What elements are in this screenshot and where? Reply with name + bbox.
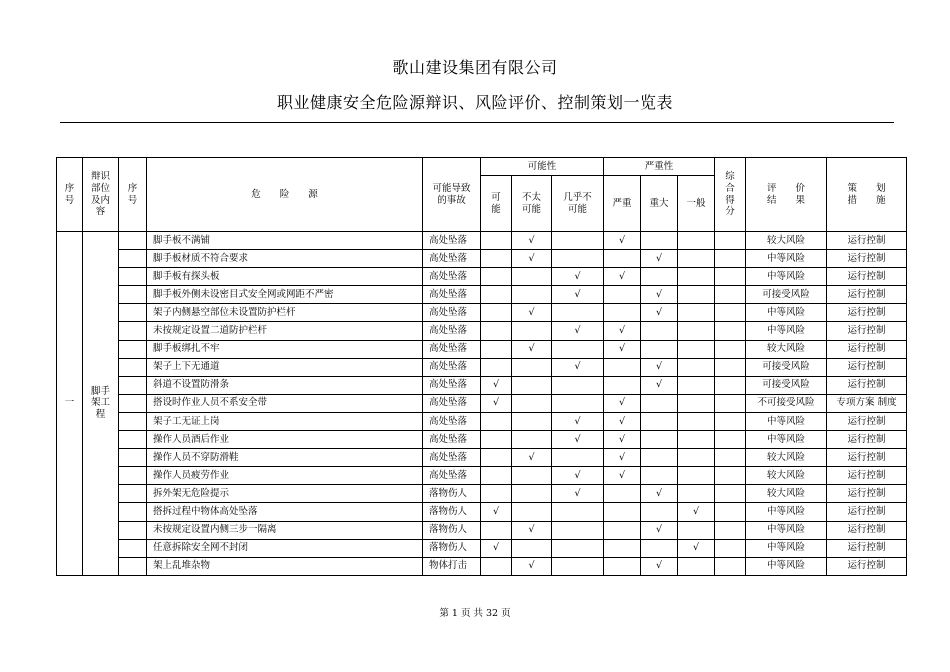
severity-cell — [641, 431, 678, 449]
score-cell — [715, 412, 746, 430]
accident-cell: 高处坠落 — [423, 449, 481, 467]
hazard-cell: 操作人员不穿防滑鞋 — [147, 449, 423, 467]
header-severity: 严重性 — [604, 158, 715, 176]
severity-cell — [641, 467, 678, 485]
severity-cell — [678, 232, 715, 250]
severity-cell: √ — [678, 539, 715, 557]
possibility-cell: √ — [481, 376, 512, 394]
accident-cell: 高处坠落 — [423, 304, 481, 322]
possibility-cell — [512, 412, 552, 430]
eval-cell: 中等风险 — [746, 557, 827, 575]
score-cell — [715, 250, 746, 268]
plan-cell: 运行控制 — [827, 286, 907, 304]
severity-cell — [604, 250, 641, 268]
severity-cell: √ — [604, 232, 641, 250]
plan-cell: 运行控制 — [827, 412, 907, 430]
document-title: 职业健康安全危险源辩识、风险评价、控制策划一览表 — [276, 93, 673, 112]
table-row — [57, 232, 907, 250]
severity-cell — [678, 268, 715, 286]
eval-cell: 不可接受风险 — [746, 394, 827, 412]
plan-cell: 运行控制 — [827, 539, 907, 557]
header-sev-serious: 严重 — [604, 176, 641, 232]
possibility-cell — [481, 250, 512, 268]
possibility-cell: √ — [481, 503, 512, 521]
severity-cell: √ — [604, 412, 641, 430]
table-row — [57, 268, 907, 286]
possibility-cell: √ — [552, 412, 604, 430]
severity-cell: √ — [641, 376, 678, 394]
possibility-cell — [512, 431, 552, 449]
severity-cell — [678, 376, 715, 394]
possibility-cell — [481, 412, 512, 430]
severity-cell: √ — [678, 503, 715, 521]
table-row — [57, 340, 907, 358]
subseq-cell — [119, 358, 147, 376]
table-row — [57, 521, 907, 539]
severity-cell — [678, 250, 715, 268]
hazard-cell: 脚手板外侧未设密目式安全网或网距不严密 — [147, 286, 423, 304]
possibility-cell: √ — [481, 394, 512, 412]
score-cell — [715, 557, 746, 575]
table-row — [57, 539, 907, 557]
possibility-cell — [481, 304, 512, 322]
plan-cell: 运行控制 — [827, 503, 907, 521]
header-poss-unlikely: 不太 可能 — [512, 176, 552, 232]
plan-cell: 运行控制 — [827, 250, 907, 268]
severity-cell — [641, 539, 678, 557]
severity-cell — [678, 412, 715, 430]
possibility-cell — [552, 394, 604, 412]
severity-cell — [678, 557, 715, 575]
possibility-cell — [512, 268, 552, 286]
severity-cell — [604, 521, 641, 539]
header-poss-likely: 可 能 — [481, 176, 512, 232]
possibility-cell — [481, 232, 512, 250]
severity-cell: √ — [604, 449, 641, 467]
severity-cell: √ — [604, 394, 641, 412]
severity-cell — [678, 521, 715, 539]
header-possibility: 可能性 — [481, 158, 604, 176]
severity-cell — [678, 394, 715, 412]
eval-cell: 中等风险 — [746, 412, 827, 430]
severity-cell — [641, 503, 678, 521]
group-seq-cell: 一 — [57, 232, 83, 576]
possibility-cell: √ — [512, 521, 552, 539]
severity-cell: √ — [604, 431, 641, 449]
plan-cell: 运行控制 — [827, 485, 907, 503]
header-accident: 可能导致 的事故 — [423, 158, 481, 232]
plan-cell: 运行控制 — [827, 557, 907, 575]
severity-cell — [604, 557, 641, 575]
possibility-cell — [552, 376, 604, 394]
hazard-cell: 搭拆过程中物体高处坠落 — [147, 503, 423, 521]
hazard-cell: 斜道不设置防滑条 — [147, 376, 423, 394]
table-row — [57, 376, 907, 394]
possibility-cell — [512, 358, 552, 376]
possibility-cell — [552, 539, 604, 557]
hazard-cell: 脚手板绑扎不牢 — [147, 340, 423, 358]
severity-cell — [604, 358, 641, 376]
plan-cell: 运行控制 — [827, 449, 907, 467]
possibility-cell: √ — [512, 340, 552, 358]
eval-cell: 中等风险 — [746, 539, 827, 557]
header-sev-normal: 一般 — [678, 176, 715, 232]
possibility-cell — [552, 304, 604, 322]
severity-cell — [678, 485, 715, 503]
subseq-cell — [119, 485, 147, 503]
eval-cell: 中等风险 — [746, 521, 827, 539]
table-body — [57, 232, 907, 576]
possibility-cell — [512, 322, 552, 340]
header-eval: 评 价 结 果 — [746, 158, 827, 232]
score-cell — [715, 268, 746, 286]
table-row — [57, 250, 907, 268]
eval-cell: 中等风险 — [746, 304, 827, 322]
accident-cell: 落物伤人 — [423, 521, 481, 539]
severity-cell: √ — [604, 340, 641, 358]
possibility-cell — [512, 485, 552, 503]
table-row — [57, 394, 907, 412]
table-row — [57, 467, 907, 485]
score-cell — [715, 431, 746, 449]
score-cell — [715, 322, 746, 340]
group-part-cell: 脚手 架工 程 — [83, 232, 119, 576]
score-cell — [715, 503, 746, 521]
hazard-cell: 架子内侧悬空部位未设置防护栏杆 — [147, 304, 423, 322]
accident-cell: 高处坠落 — [423, 232, 481, 250]
hazard-cell: 脚手板有探头板 — [147, 268, 423, 286]
severity-cell — [678, 340, 715, 358]
possibility-cell — [481, 521, 512, 539]
plan-cell: 运行控制 — [827, 467, 907, 485]
severity-cell — [641, 449, 678, 467]
header-seq: 序 号 — [57, 158, 83, 232]
severity-cell — [604, 539, 641, 557]
possibility-cell: √ — [512, 304, 552, 322]
plan-cell: 运行控制 — [827, 431, 907, 449]
possibility-cell — [552, 521, 604, 539]
possibility-cell: √ — [552, 485, 604, 503]
score-cell — [715, 358, 746, 376]
severity-cell — [641, 268, 678, 286]
plan-cell: 运行控制 — [827, 322, 907, 340]
accident-cell: 高处坠落 — [423, 394, 481, 412]
table-row — [57, 557, 907, 575]
possibility-cell — [552, 449, 604, 467]
accident-cell: 物体打击 — [423, 557, 481, 575]
header-plan: 策 划 措 施 — [827, 158, 907, 232]
subseq-cell — [119, 322, 147, 340]
accident-cell: 落物伤人 — [423, 485, 481, 503]
severity-cell — [678, 358, 715, 376]
subseq-cell — [119, 557, 147, 575]
possibility-cell — [552, 503, 604, 521]
plan-cell: 运行控制 — [827, 304, 907, 322]
score-cell — [715, 286, 746, 304]
plan-cell: 运行控制 — [827, 340, 907, 358]
hazard-cell: 搭设时作业人员不系安全带 — [147, 394, 423, 412]
severity-cell — [678, 467, 715, 485]
severity-cell — [678, 322, 715, 340]
accident-cell: 落物伤人 — [423, 503, 481, 521]
score-cell — [715, 340, 746, 358]
possibility-cell: √ — [552, 467, 604, 485]
severity-cell — [641, 412, 678, 430]
accident-cell: 高处坠落 — [423, 431, 481, 449]
possibility-cell — [512, 286, 552, 304]
severity-cell — [678, 286, 715, 304]
subseq-cell — [119, 286, 147, 304]
plan-cell: 运行控制 — [827, 376, 907, 394]
score-cell — [715, 521, 746, 539]
score-cell — [715, 232, 746, 250]
severity-cell — [604, 376, 641, 394]
score-cell — [715, 467, 746, 485]
possibility-cell — [552, 340, 604, 358]
accident-cell: 落物伤人 — [423, 539, 481, 557]
subseq-cell — [119, 232, 147, 250]
title-divider — [60, 122, 894, 123]
table-row — [57, 485, 907, 503]
possibility-cell: √ — [552, 358, 604, 376]
severity-cell: √ — [641, 304, 678, 322]
accident-cell: 高处坠落 — [423, 322, 481, 340]
hazard-cell: 未按规定设置二道防护栏杆 — [147, 322, 423, 340]
subseq-cell — [119, 250, 147, 268]
hazard-cell: 操作人员酒后作业 — [147, 431, 423, 449]
severity-cell — [678, 304, 715, 322]
severity-cell — [678, 431, 715, 449]
subseq-cell — [119, 412, 147, 430]
header-part: 辩识 部位 及内 容 — [83, 158, 119, 232]
table-row — [57, 286, 907, 304]
accident-cell: 高处坠落 — [423, 358, 481, 376]
hazard-cell: 脚手板材质不符合要求 — [147, 250, 423, 268]
plan-cell: 专项方案 制度 — [827, 394, 907, 412]
possibility-cell — [512, 539, 552, 557]
subseq-cell — [119, 394, 147, 412]
score-cell — [715, 394, 746, 412]
table-row — [57, 304, 907, 322]
hazard-cell: 未按规定设置内侧三步一隔离 — [147, 521, 423, 539]
eval-cell: 可接受风险 — [746, 286, 827, 304]
hazard-cell: 任意拆除安全网不封闭 — [147, 539, 423, 557]
severity-cell — [641, 322, 678, 340]
possibility-cell — [481, 431, 512, 449]
severity-cell: √ — [604, 467, 641, 485]
table-row — [57, 431, 907, 449]
plan-cell: 运行控制 — [827, 521, 907, 539]
table-row — [57, 322, 907, 340]
subseq-cell — [119, 539, 147, 557]
possibility-cell — [512, 394, 552, 412]
hazard-cell: 操作人员疲劳作业 — [147, 467, 423, 485]
accident-cell: 高处坠落 — [423, 286, 481, 304]
possibility-cell — [481, 286, 512, 304]
subseq-cell — [119, 503, 147, 521]
subseq-cell — [119, 304, 147, 322]
possibility-cell — [481, 340, 512, 358]
score-cell — [715, 376, 746, 394]
subseq-cell — [119, 340, 147, 358]
table-row — [57, 358, 907, 376]
subseq-cell — [119, 431, 147, 449]
possibility-cell: √ — [481, 539, 512, 557]
subseq-cell — [119, 521, 147, 539]
eval-cell: 可接受风险 — [746, 358, 827, 376]
hazard-cell: 架子上下无通道 — [147, 358, 423, 376]
eval-cell: 较大风险 — [746, 232, 827, 250]
plan-cell: 运行控制 — [827, 268, 907, 286]
eval-cell: 中等风险 — [746, 322, 827, 340]
possibility-cell — [481, 449, 512, 467]
accident-cell: 高处坠落 — [423, 412, 481, 430]
severity-cell: √ — [604, 322, 641, 340]
possibility-cell — [552, 232, 604, 250]
hazard-cell: 拆外架无危险提示 — [147, 485, 423, 503]
eval-cell: 较大风险 — [746, 340, 827, 358]
eval-cell: 可接受风险 — [746, 376, 827, 394]
severity-cell — [604, 503, 641, 521]
severity-cell: √ — [641, 250, 678, 268]
severity-cell — [604, 304, 641, 322]
subseq-cell — [119, 449, 147, 467]
table-row — [57, 503, 907, 521]
severity-cell: √ — [641, 521, 678, 539]
possibility-cell — [481, 557, 512, 575]
possibility-cell — [512, 376, 552, 394]
accident-cell: 高处坠落 — [423, 268, 481, 286]
header-sev-major: 重大 — [641, 176, 678, 232]
company-title: 歌山建设集团有限公司 — [392, 58, 558, 77]
hazard-cell: 架子工无证上岗 — [147, 412, 423, 430]
score-cell — [715, 449, 746, 467]
possibility-cell: √ — [552, 322, 604, 340]
accident-cell: 高处坠落 — [423, 376, 481, 394]
hazard-table — [56, 157, 907, 576]
possibility-cell: √ — [552, 431, 604, 449]
eval-cell: 中等风险 — [746, 503, 827, 521]
possibility-cell: √ — [552, 268, 604, 286]
eval-cell: 中等风险 — [746, 431, 827, 449]
severity-cell: √ — [604, 268, 641, 286]
table-row — [57, 412, 907, 430]
severity-cell — [641, 340, 678, 358]
eval-cell: 较大风险 — [746, 467, 827, 485]
possibility-cell — [481, 467, 512, 485]
possibility-cell — [481, 322, 512, 340]
score-cell — [715, 485, 746, 503]
eval-cell: 较大风险 — [746, 485, 827, 503]
severity-cell: √ — [641, 358, 678, 376]
severity-cell: √ — [641, 557, 678, 575]
plan-cell: 运行控制 — [827, 232, 907, 250]
score-cell — [715, 539, 746, 557]
score-cell — [715, 304, 746, 322]
severity-cell — [678, 449, 715, 467]
accident-cell: 高处坠落 — [423, 340, 481, 358]
eval-cell: 中等风险 — [746, 250, 827, 268]
plan-cell: 运行控制 — [827, 358, 907, 376]
accident-cell: 高处坠落 — [423, 467, 481, 485]
hazard-cell: 脚手板不满铺 — [147, 232, 423, 250]
header-hazard: 危 险 源 — [147, 158, 423, 232]
possibility-cell — [512, 467, 552, 485]
header-subseq: 序 号 — [119, 158, 147, 232]
possibility-cell: √ — [512, 232, 552, 250]
possibility-cell: √ — [512, 557, 552, 575]
severity-cell — [641, 232, 678, 250]
possibility-cell: √ — [512, 449, 552, 467]
possibility-cell — [552, 250, 604, 268]
page-number: 第 1 页 共 32 页 — [439, 608, 511, 619]
possibility-cell: √ — [552, 286, 604, 304]
possibility-cell — [481, 485, 512, 503]
subseq-cell — [119, 467, 147, 485]
possibility-cell — [481, 358, 512, 376]
severity-cell: √ — [641, 286, 678, 304]
possibility-cell — [552, 557, 604, 575]
header-score: 综 合 得 分 — [715, 158, 746, 232]
possibility-cell — [512, 503, 552, 521]
eval-cell: 中等风险 — [746, 268, 827, 286]
severity-cell — [641, 394, 678, 412]
severity-cell: √ — [641, 485, 678, 503]
header-poss-rare: 几乎不 可能 — [552, 176, 604, 232]
possibility-cell — [481, 268, 512, 286]
severity-cell — [604, 485, 641, 503]
table-row — [57, 449, 907, 467]
possibility-cell: √ — [512, 250, 552, 268]
subseq-cell — [119, 268, 147, 286]
subseq-cell — [119, 376, 147, 394]
eval-cell: 较大风险 — [746, 449, 827, 467]
accident-cell: 高处坠落 — [423, 250, 481, 268]
hazard-cell: 架上乱堆杂物 — [147, 557, 423, 575]
severity-cell — [604, 286, 641, 304]
